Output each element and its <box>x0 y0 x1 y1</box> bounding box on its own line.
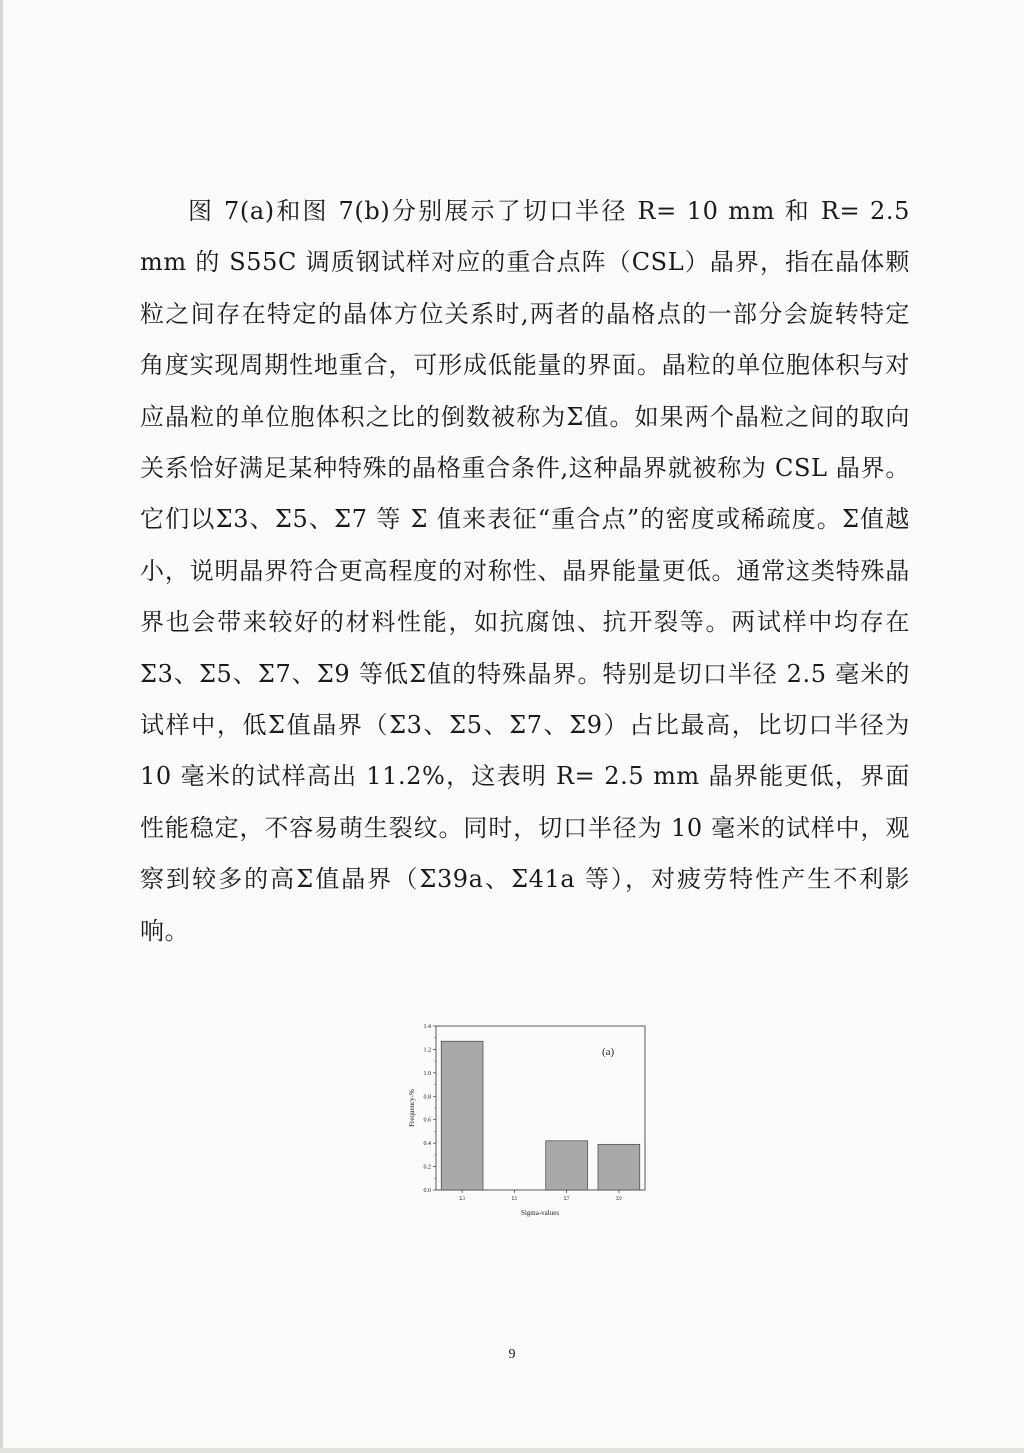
bar <box>546 1141 588 1190</box>
x-tick-label: Σ5 <box>511 1197 518 1202</box>
bar <box>441 1041 483 1190</box>
scan-left-edge <box>0 0 3 1453</box>
y-axis-label: Frequency-% <box>408 1089 416 1127</box>
chart-annotation: (a) <box>602 1046 615 1058</box>
scan-bottom-edge <box>0 1448 1024 1453</box>
x-tick-label: Σ3 <box>459 1197 465 1202</box>
y-tick-label: 1.0 <box>423 1070 431 1077</box>
page-number: 9 <box>508 1347 516 1362</box>
bar <box>598 1144 640 1190</box>
y-tick-label: 0.4 <box>423 1141 431 1148</box>
y-tick-label: 0.8 <box>423 1094 431 1101</box>
y-tick-label: 0.6 <box>423 1117 431 1124</box>
bars <box>441 1041 640 1190</box>
bar-chart <box>405 1016 655 1226</box>
x-axis-label: Sigma-values <box>520 1209 560 1217</box>
y-tick-label: 0.0 <box>423 1188 431 1194</box>
x-tick-label: Σ7 <box>563 1197 570 1202</box>
y-tick-label: 1.4 <box>423 1024 431 1030</box>
y-tick-label: 0.2 <box>423 1164 431 1171</box>
y-tick-label: 1.2 <box>423 1047 431 1054</box>
body-paragraph: 图 7(a)和图 7(b)分别展示了切口半径 R= 10 mm 和 R= 2.5 mm 的 S55C 调质钢试样对应的重合点阵（CSL）晶界，指在晶体颗粒之间存在特定的晶体方位关系时,两者的晶格点的一部分会旋转特定角度实现周期性地重合，可形成低能量的界面。晶粒的单位胞体积与对应晶粒的单位胞体积之比的倒数被称为Σ值。如果两个晶粒之间的取向关系恰好满足某种特殊的晶格重合条件,这种晶界就被称为 CSL 晶界。它们以Σ3、Σ5、Σ7 等 Σ 值来表征“重合点”的密度或稀疏度。Σ值越小，说明晶界符合更高程度的对称性、晶界能量更低。通常这类特殊晶界也会带来较好的材料性能，如抗腐蚀、抗开裂等。两试样中均存在Σ3、Σ5、Σ7、Σ9 等低Σ值的特殊晶界。特别是切口半径 2.5 毫米的试样中，低Σ值晶界（Σ3、Σ5、Σ7、Σ9）占比最高，比切口半径为 10 毫米的试样高出 11.2%，这表明 R= 2.5 mm 晶界能更低，界面性能稳定，不容易萌生裂纹。同时，切口半径为 10 毫米的试样中，观察到较多的高Σ值晶界（Σ39a、Σ41a 等），对疲劳特性产生不利影响。 <box>140 197 910 945</box>
figure-7a <box>405 1016 655 1226</box>
x-axis-ticks <box>459 1190 622 1202</box>
x-tick-label: Σ9 <box>616 1197 622 1202</box>
y-axis-ticks <box>424 1024 437 1194</box>
